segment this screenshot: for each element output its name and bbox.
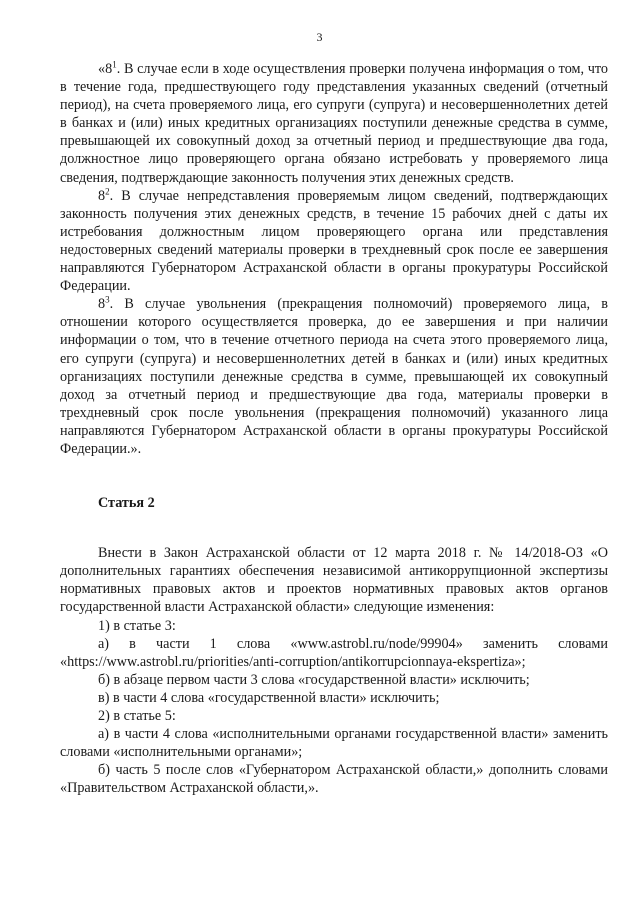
item-2b: б) часть 5 после слов «Губернатором Астраханской области,» дополнить словами «Правительством Астраханской области,».: [60, 762, 608, 797]
paragraph-8-1-number: «8: [98, 61, 113, 77]
paragraph-8-1-superscript: 1: [112, 59, 117, 70]
item-1a-line-1: а) в части 1 слова «www.astrobl.ru/node/99904» заменить словами: [98, 635, 608, 652]
article-2-intro: Внести в Закон Астраханской области от 12 марта 2018 г. № 14/2018-ОЗ «О дополнительных гарантиях обеспечения независимой антикоррупционной экспертизы нормативных правовых актов и проектов нормативных правовых актов органов государственной власти Астраханской области» следующие изменения:: [60, 545, 608, 616]
paragraph-8-2-text: . В случае непредставления проверяемым лицом сведений, подтверждающих законность получения этих денежных средств, в течение 15 рабочих дней с даты их истребования должностным лицом проверяющего органа или представления недостоверных сведений материалы проверки в трехдневный срок после ее завершения направляются Губернатором Астраханской области в органы прокуратуры Российской Федерации.: [60, 187, 608, 295]
paragraph-8-2: [60, 187, 608, 296]
item-2: 2) в статье 5:: [98, 708, 176, 724]
item-1a-line-2: «https://www.astrobl.ru/priorities/anti-corruption/antikorrupcionnaya-ekspertiza»;: [60, 653, 526, 670]
paragraph-8-3-superscript: 3: [105, 294, 110, 305]
item-1c: в) в части 4 слова «государственной власти» исключить;: [98, 689, 440, 706]
paragraph-8-1-text: . В случае если в ходе осуществления проверки получена информация о том, что в течение года, предшествующего году представления указанных сведений (отчетный период), на счета проверяемого лица, его супруги (супруга) и несовершеннолетних детей в банках и (или) иных кредитных организациях поступили денежные средства в сумме, превышающей их совокупный доход за отчетный период и предшествующие два года, должностное лицо проверяющего органа обязано истребовать у проверяемого лица сведения, подтверждающие законность получения этих денежных средств.: [60, 61, 608, 186]
item-2a: а) в части 4 слова «исполнительными органами государственной власти» заменить словами «исполнительными органами»;: [60, 726, 608, 761]
paragraph-8-3: [60, 295, 608, 458]
paragraph-8-1: [60, 60, 608, 187]
item-1: 1) в статье 3:: [98, 617, 176, 634]
article-2-heading: Статья 2: [98, 495, 155, 512]
paragraph-8-3-text: . В случае увольнения (прекращения полномочий) проверяемого лица, в отношении которого осуществляется проверка, до ее завершения и при наличии информации о том, что в течение отчетного периода на счета этого проверяемого лица, его супруги (супруга) и несовершеннолетних детей в банках и (или) иных кредитных организациях поступили денежные средства в сумме, превышающей их совокупный доход за отчетный период и предшествующие два года, материалы проверки в трехдневный срок после увольнения (прекращения полномочий) указанного лица направляются Губернатором Астраханской области в органы прокуратуры Российской Федерации.».: [60, 296, 608, 457]
paragraph-8-2-number: 8: [98, 187, 106, 204]
document-body: [60, 60, 608, 797]
item-1b: б) в абзаце первом части 3 слова «государственной власти» исключить;: [98, 671, 530, 688]
paragraph-8-3-number: 8: [98, 296, 106, 313]
page-number: 3: [316, 30, 323, 44]
paragraph-8-2-superscript: 2: [105, 185, 110, 196]
